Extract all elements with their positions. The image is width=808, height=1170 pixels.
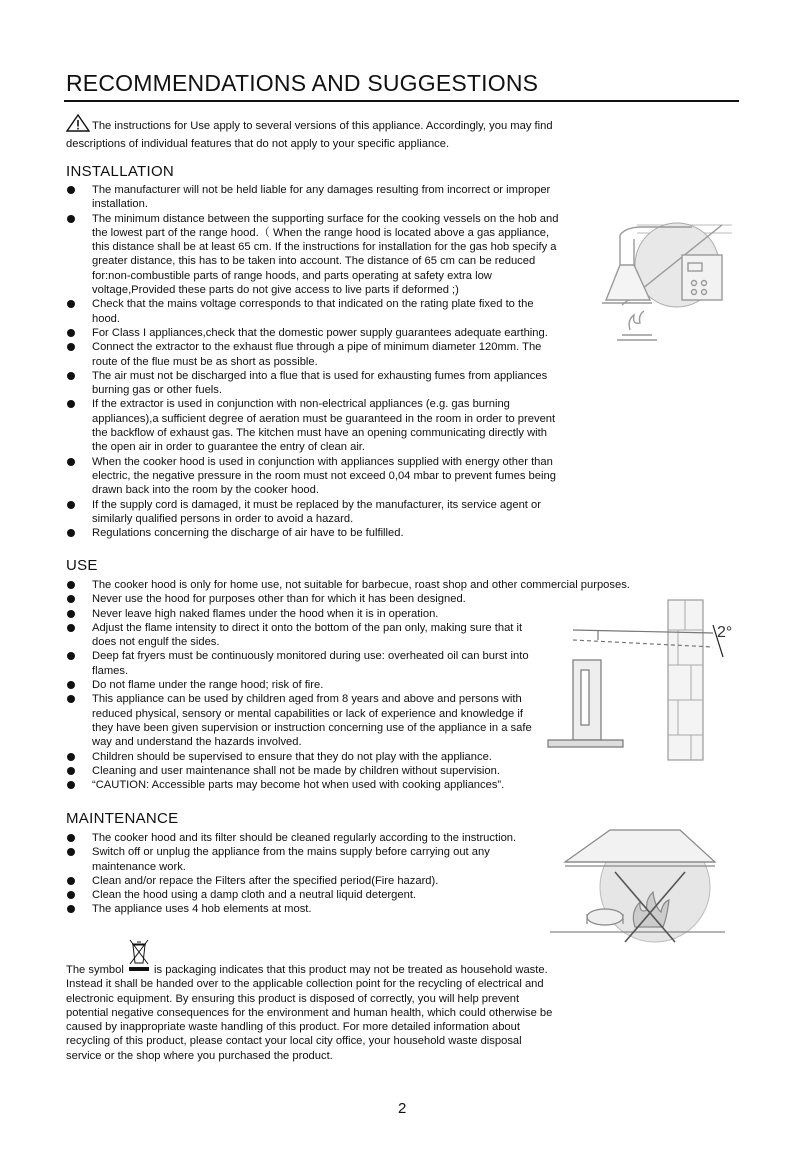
intro-paragraph xyxy=(66,114,586,151)
no-flame-illustration xyxy=(545,822,730,952)
page-title: RECOMMENDATIONS AND SUGGESTIONS xyxy=(66,70,539,96)
list-item: The manufacturer will not be held liable for any damages resulting from incorrect or improper installation. xyxy=(66,183,561,212)
list-item: Check that the mains voltage corresponds to that indicated on the rating plate fixed to the hood. xyxy=(66,297,561,326)
list-item: Connect the extractor to the exhaust flue through a pipe of minimum diameter 120mm. The route of the flue must be as short as possible. xyxy=(66,340,561,369)
maintenance-list xyxy=(66,831,536,917)
list-item: “CAUTION: Accessible parts may become hot when used with cooking appliances”. xyxy=(66,778,541,792)
list-item: Switch off or unplug the appliance from the mains supply before carrying out any maintenance work. xyxy=(66,845,536,874)
list-item: Cleaning and user maintenance shall not be made by children without supervision. xyxy=(66,764,541,778)
list-item: The cooker hood and its filter should be cleaned regularly according to the instruction. xyxy=(66,831,536,845)
list-item: This appliance can be used by children aged from 8 years and above and persons with reduced physical, sensory or mental capabilities or lack of experience and knowledge if they have been given supervision or instruction concerning use of the appliance in a safe way and understand the hazards involved. xyxy=(66,692,541,749)
waste-text-start: The symbol xyxy=(66,964,124,976)
crossed-bin-icon xyxy=(127,961,151,975)
list-item: If the supply cord is damaged, it must be replaced by the manufacturer, its service agent or similarly qualified persons in order to avoid a hazard. xyxy=(66,498,561,527)
list-item: The cooker hood is only for home use, not suitable for barbecue, roast shop and other commercial purposes. xyxy=(66,578,732,592)
angle-label: 2° xyxy=(717,624,733,641)
list-item: Adjust the flame intensity to direct it onto the bottom of the pan only, making sure that it does not engulf the sides. xyxy=(66,621,541,650)
use-list xyxy=(66,578,630,792)
waste-text-rest: is packaging indicates that this product may not be treated as household waste. Instead it shall be handed over to the applicable collection point for the recycling of electrical and electronic equipment. By ensuring this product is disposed of correctly, you will help prevent potential negative consequences for the environment and human health, which could otherwise be caused by inappropriate waste handling of this product. For more detailed information about recycling of this product, please contact your local city office, your household waste disposal service or the shop where you purchased the product. xyxy=(66,964,553,1062)
list-item: When the cooker hood is used in conjunction with appliances supplied with energy other than electric, the negative pressure in the room must not exceed 0,04 mbar to prevent fumes being drawn back into the room by the cooker hood. xyxy=(66,455,561,498)
intro-text: The instructions for Use apply to several versions of this appliance. Accordingly, you may find descriptions of individual features that do not apply to your specific appliance. xyxy=(66,120,553,150)
list-item: Regulations concerning the discharge of air have to be fulfilled. xyxy=(66,526,561,540)
installation-heading: INSTALLATION xyxy=(66,163,175,180)
list-item: If the extractor is used in conjunction with non-electrical appliances (e.g. gas burning appliances),a sufficient degree of aeration must be guaranteed in the room in order to prevent the backflow of exhaust gas. The kitchen must have an opening communicating directly with the open air in order to guarantee the entry of clean air. xyxy=(66,397,561,454)
page-number: 2 xyxy=(398,1100,407,1117)
installation-list xyxy=(66,183,561,540)
list-item: The appliance uses 4 hob elements at most. xyxy=(66,902,536,916)
title-rule xyxy=(64,100,739,102)
list-item: Never leave high naked flames under the hood when it is in operation. xyxy=(66,607,541,621)
list-item: Never use the hood for purposes other than for which it has been designed. xyxy=(66,592,541,606)
use-heading: USE xyxy=(66,557,98,574)
list-item: The air must not be discharged into a flue that is used for exhausting fumes from appliances burning gas or other fuels. xyxy=(66,369,561,398)
list-item: Do not flame under the range hood; risk of fire. xyxy=(66,678,541,692)
maintenance-heading: MAINTENANCE xyxy=(66,810,179,827)
list-item: Deep fat fryers must be continuously monitored during use: overheated oil can burst into flames. xyxy=(66,649,541,678)
flue-slope-illustration xyxy=(543,595,743,775)
list-item: Clean and/or repace the Filters after the specified period(Fire hazard). xyxy=(66,874,536,888)
hood-installation-illustration xyxy=(582,205,732,360)
waste-disposal-paragraph xyxy=(66,961,556,1063)
warning-triangle-icon xyxy=(66,114,90,137)
list-item: For Class I appliances,check that the domestic power supply guarantees adequate earthing. xyxy=(66,326,652,340)
list-item: The minimum distance between the supporting surface for the cooking vessels on the hob and the lowest part of the range hood.（ When the range hood is located above a gas appliance, this distance shall be at least 65 cm. If the instructions for installation for the gas hob specify a greater distance, this has to be taken into account. The distance of 65 cm can be reduced for:non-combustible parts of range hoods, and parts operating at safety extra low voltage,Provided these parts do not give access to live parts if deformed ;) xyxy=(66,212,561,298)
list-item: Clean the hood using a damp cloth and a neutral liquid detergent. xyxy=(66,888,536,902)
list-item: Children should be supervised to ensure that they do not play with the appliance. xyxy=(66,750,541,764)
